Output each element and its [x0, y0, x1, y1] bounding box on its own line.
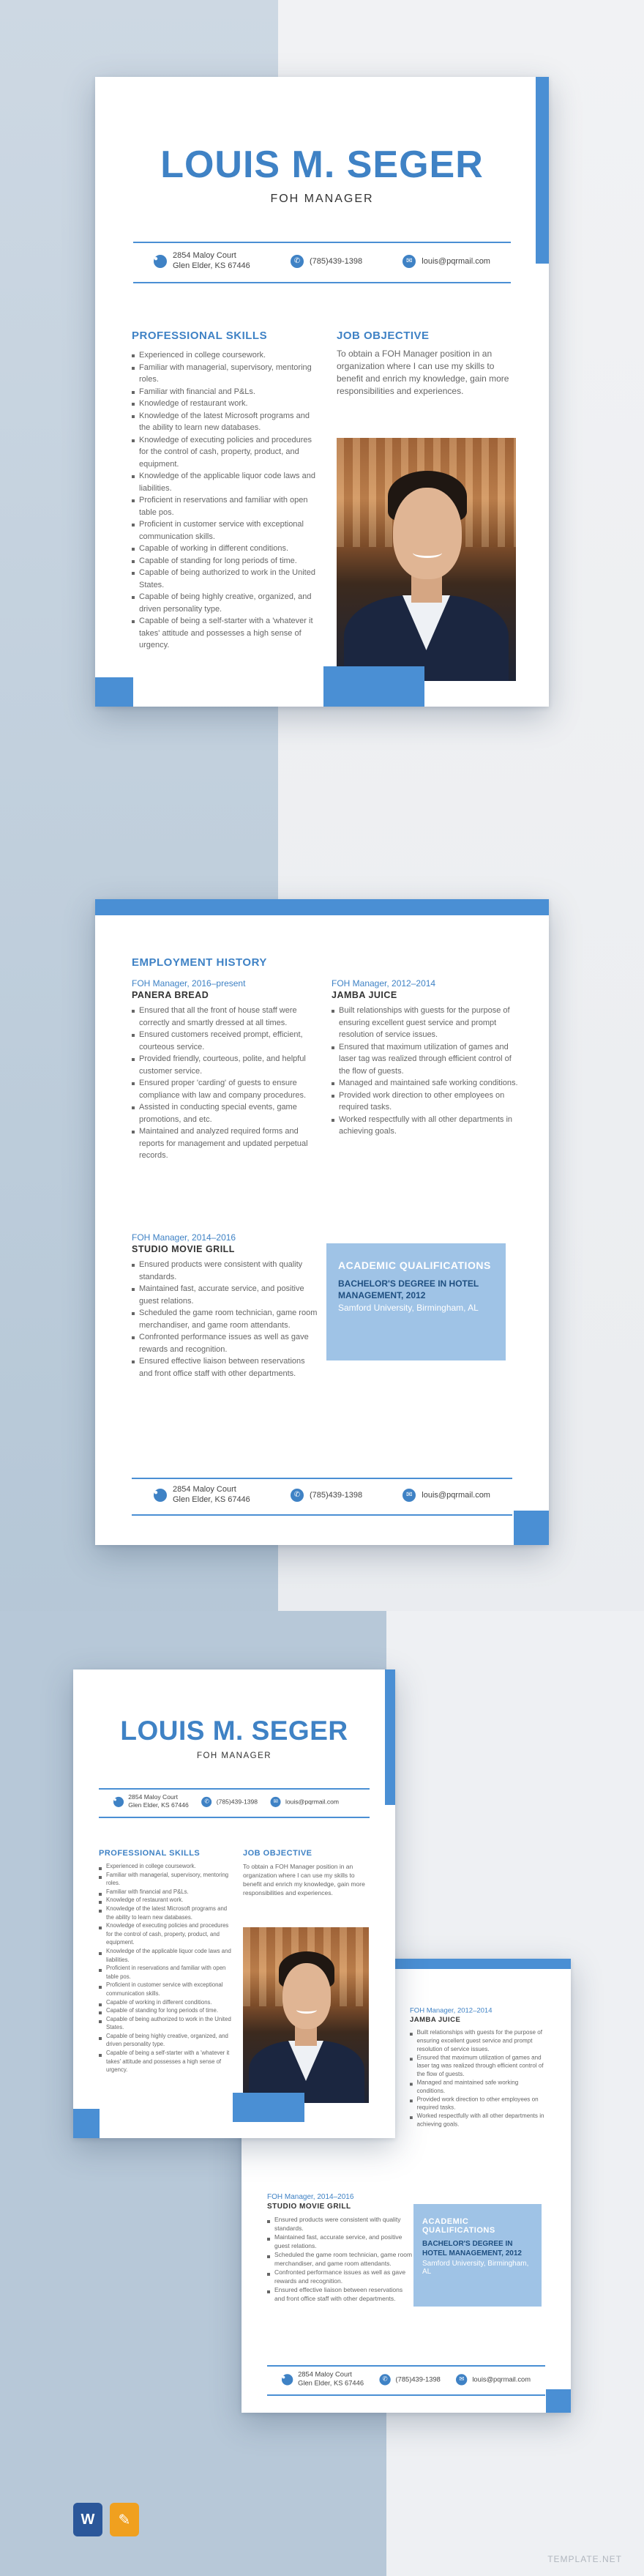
contact-email[interactable]	[456, 2374, 531, 2385]
duty-item: Worked respectfully with all other departments in achieving goals.	[332, 1114, 520, 1138]
contact-phone	[201, 1797, 258, 1807]
job-jamba	[332, 978, 520, 1138]
contact-line-top	[99, 1788, 370, 1790]
skill-item: Capable of being highly creative, organized, and driven personality type.	[99, 2032, 234, 2049]
duty-item: Ensured effective liaison between reservations and front office staff with other departments.	[132, 1355, 321, 1380]
location-pin-icon: ●	[113, 1797, 124, 1807]
duty-item: Provided work direction to other employees on required tasks.	[410, 2095, 545, 2112]
resume-page-1	[95, 77, 549, 707]
duty-item: Managed and maintained safe working conditions.	[410, 2078, 545, 2095]
corner-accent-right	[514, 1511, 549, 1545]
word-app-icon[interactable]: W	[73, 2503, 102, 2536]
duty-item: Ensured effective liaison between reservations and front office staff with other departments.	[267, 2285, 413, 2303]
pages-app-icon[interactable]: ✎	[110, 2503, 139, 2536]
contact-address	[154, 1485, 250, 1505]
phone-text: (785)439-1398	[216, 1798, 258, 1806]
academic-school: Samford University, Birmingham, AL	[422, 2260, 529, 2276]
duty-item: Assisted in conducting special events, game promotions, and etc.	[132, 1101, 321, 1125]
duty-item: Ensured customers received prompt, efficient, courteous service.	[132, 1029, 321, 1053]
job-heading: FOH Manager, 2012–2014	[410, 2007, 493, 2015]
contact-phone	[291, 255, 362, 268]
duty-item: Confronted performance issues as well as gave rewards and recognition.	[132, 1331, 321, 1355]
skill-item: Knowledge of restaurant work.	[99, 1896, 234, 1905]
photo-accent-block	[233, 2093, 304, 2122]
address-line-2: Glen Elder, KS 67446	[173, 1494, 250, 1504]
profile-photo	[337, 438, 516, 681]
academic-box	[326, 1243, 506, 1360]
duty-item: Managed and maintained safe working conditions.	[332, 1077, 520, 1090]
objective-section	[337, 330, 516, 398]
job-company: STUDIO MOVIE GRILL	[267, 2203, 351, 2211]
job-heading: FOH Manager, 2016–present	[132, 978, 246, 989]
skill-item: Capable of being authorized to work in the United States.	[99, 2015, 234, 2032]
job-company: PANERA BREAD	[132, 990, 209, 1000]
template-watermark: TEMPLATE.NET	[547, 2554, 622, 2564]
contact-line-bottom	[267, 2394, 545, 2396]
objective-text: To obtain a FOH Manager position in an organization where I can use my skills to benefit and enrich my knowledge, gain more responsibilities and experiences.	[243, 1863, 365, 1896]
job-jamba	[410, 2007, 545, 2128]
address-line-1: 2854 Maloy Court	[298, 2371, 352, 2379]
address-line-1: 2854 Maloy Court	[173, 251, 236, 260]
phone-text: (785)439-1398	[395, 2375, 441, 2383]
duty-item: Maintained and analyzed required forms and reports for management and updated perpetual records.	[132, 1125, 321, 1162]
contact-line-bottom	[99, 1817, 370, 1818]
address-line-2: Glen Elder, KS 67446	[298, 2379, 364, 2387]
duty-item: Ensured that maximum utilization of games and laser tag was realized through efficient control of the flow of guests.	[410, 2053, 545, 2078]
contact-line-bottom	[132, 1514, 512, 1516]
email-icon: ✉	[402, 255, 416, 268]
corner-accent-left	[95, 677, 133, 707]
objective-title: JOB OBJECTIVE	[337, 330, 430, 342]
academic-school: Samford University, Birmingham, AL	[338, 1303, 479, 1314]
contact-phone	[379, 2374, 440, 2385]
objective-text: To obtain a FOH Manager position in an organization where I can use my skills to benefit and enrich my knowledge, gain more responsibilities and experiences.	[337, 349, 509, 396]
corner-accent-right	[546, 2389, 571, 2413]
job-company: JAMBA JUICE	[332, 990, 397, 1000]
job-duties	[410, 2028, 545, 2129]
resume-name: LOUIS M. SEGER	[120, 1716, 348, 1746]
phone-icon: ✆	[379, 2374, 390, 2385]
skill-item: Knowledge of the latest Microsoft programs and the ability to learn new databases.	[132, 410, 318, 434]
contact-address	[282, 2371, 364, 2388]
contact-row	[154, 1485, 490, 1505]
duty-item: Confronted performance issues as well as gave rewards and recognition.	[267, 2268, 413, 2285]
skills-list	[99, 1862, 234, 2074]
duty-item: Built relationships with guests for the purpose of ensuring excellent guest service and prompt resolution of service issues.	[410, 2028, 545, 2053]
skill-item: Familiar with managerial, supervisory, mentoring roles.	[99, 1871, 234, 1888]
skill-item: Familiar with financial and P&Ls.	[132, 386, 318, 398]
employment-title: EMPLOYMENT HISTORY	[132, 956, 267, 969]
skill-item: Proficient in reservations and familiar with open table pos.	[132, 494, 318, 518]
job-duties	[332, 1005, 520, 1138]
academic-title: ACADEMIC QUALIFICATIONS	[338, 1259, 491, 1271]
skill-item: Knowledge of executing policies and procedures for the control of cash, property, product, and equipment.	[99, 1921, 234, 1947]
location-pin-icon: ●	[282, 2374, 293, 2385]
skill-item: Familiar with financial and P&Ls.	[99, 1888, 234, 1896]
skill-item: Knowledge of the latest Microsoft programs and the ability to learn new databases.	[99, 1905, 234, 1921]
profile-photo	[243, 1927, 369, 2103]
academic-box	[413, 2204, 542, 2307]
contact-phone	[291, 1489, 362, 1502]
skill-item: Capable of standing for long periods of time.	[132, 555, 318, 567]
email-text[interactable]: louis@pqrmail.com	[422, 1490, 490, 1500]
skill-item: Capable of being a self-starter with a 'whatever it takes' attitude and possesses a high sense of urgency.	[132, 615, 318, 652]
phone-icon: ✆	[201, 1797, 211, 1807]
photo-accent-block	[323, 666, 424, 707]
duty-item: Ensured that all the front of house staff were correctly and smartly dressed at all times.	[132, 1005, 321, 1029]
email-text[interactable]: louis@pqrmail.com	[472, 2375, 531, 2383]
phone-text: (785)439-1398	[309, 1490, 363, 1500]
skills-section	[99, 1849, 234, 2074]
address-line-2: Glen Elder, KS 67446	[128, 1801, 189, 1809]
skill-item: Familiar with managerial, supervisory, mentoring roles.	[132, 362, 318, 386]
skill-item: Proficient in customer service with exceptional communication skills.	[132, 518, 318, 543]
resume-name: LOUIS M. SEGER	[160, 144, 484, 186]
mockup-page-1	[73, 1669, 395, 2138]
academic-degree: BACHELOR'S DEGREE IN HOTEL MANAGEMENT, 2012	[338, 1278, 479, 1300]
phone-text: (785)439-1398	[309, 256, 363, 266]
contact-email[interactable]	[402, 1489, 490, 1502]
location-pin-icon: ●	[154, 1489, 167, 1502]
contact-address	[113, 1794, 189, 1809]
contact-row	[154, 251, 490, 272]
contact-address	[154, 251, 250, 272]
skills-title: PROFESSIONAL SKILLS	[132, 330, 268, 342]
skill-item: Proficient in customer service with exceptional communication skills.	[99, 1981, 234, 1998]
job-heading: FOH Manager, 2014–2016	[132, 1232, 236, 1243]
duty-item: Worked respectfully with all other departments in achieving goals.	[410, 2112, 545, 2129]
job-heading: FOH Manager, 2014–2016	[267, 2193, 354, 2201]
duty-item: Ensured products were consistent with quality standards.	[132, 1259, 321, 1283]
skill-item: Knowledge of executing policies and procedures for the control of cash, property, product, and equipment.	[132, 434, 318, 471]
contact-row	[282, 2371, 531, 2388]
duty-item: Provided work direction to other employees on required tasks.	[332, 1090, 520, 1114]
email-icon: ✉	[456, 2374, 467, 2385]
objective-section	[243, 1849, 371, 1897]
skill-item: Capable of working in different conditions.	[99, 1998, 234, 2007]
job-studio	[267, 2193, 413, 2303]
skill-item: Experienced in college coursework.	[99, 1862, 234, 1871]
phone-icon: ✆	[291, 1489, 304, 1502]
contact-line-top	[267, 2365, 545, 2367]
job-panera	[132, 978, 321, 1162]
phone-icon: ✆	[291, 255, 304, 268]
duty-item: Ensured proper 'carding' of guests to ensure compliance with law and company procedures.	[132, 1077, 321, 1101]
skill-item: Capable of being highly creative, organized, and driven personality type.	[132, 591, 318, 615]
job-company: STUDIO MOVIE GRILL	[132, 1244, 235, 1254]
skill-item: Capable of standing for long periods of time.	[99, 2006, 234, 2015]
job-studio	[132, 1232, 321, 1380]
corner-accent-left	[73, 2109, 100, 2138]
skill-item: Knowledge of the applicable liquor code laws and liabilities.	[132, 470, 318, 494]
email-icon: ✉	[271, 1797, 281, 1807]
contact-line-top	[132, 1478, 512, 1479]
skills-list	[132, 349, 318, 652]
academic-degree: BACHELOR'S DEGREE IN HOTEL MANAGEMENT, 2012	[422, 2240, 522, 2257]
skill-item: Knowledge of restaurant work.	[132, 398, 318, 410]
skill-item: Capable of being a self-starter with a 'whatever it takes' attitude and possesses a high sense of urgency.	[99, 2049, 234, 2074]
skills-title: PROFESSIONAL SKILLS	[99, 1849, 201, 1858]
address-line-2: Glen Elder, KS 67446	[173, 261, 250, 270]
duty-item: Scheduled the game room technician, game room merchandiser, and game room attendants.	[132, 1307, 321, 1331]
objective-title: JOB OBJECTIVE	[243, 1849, 312, 1858]
job-duties	[267, 2215, 413, 2303]
skill-item: Proficient in reservations and familiar with open table pos.	[99, 1964, 234, 1981]
location-pin-icon: ●	[154, 255, 167, 268]
skills-section	[132, 330, 318, 652]
contact-row	[113, 1794, 339, 1809]
skill-item: Knowledge of the applicable liquor code laws and liabilities.	[99, 1947, 234, 1964]
job-company: JAMBA JUICE	[410, 2016, 461, 2024]
skill-item: Capable of being authorized to work in the United States.	[132, 567, 318, 591]
duty-item: Maintained fast, accurate service, and positive guest relations.	[267, 2233, 413, 2250]
job-duties	[132, 1259, 321, 1380]
academic-title: ACADEMIC QUALIFICATIONS	[422, 2217, 495, 2235]
skill-item: Capable of working in different conditions.	[132, 543, 318, 555]
resume-role: FOH MANAGER	[270, 193, 374, 205]
duty-item: Provided friendly, courteous, polite, and helpful customer service.	[132, 1053, 321, 1077]
resume-role: FOH MANAGER	[196, 1752, 272, 1760]
email-text[interactable]: louis@pqrmail.com	[285, 1798, 340, 1806]
resume-page-2	[95, 899, 549, 1545]
top-accent-bar	[95, 899, 549, 915]
job-duties	[132, 1005, 321, 1162]
address-line-1: 2854 Maloy Court	[173, 1485, 236, 1494]
address-line-1: 2854 Maloy Court	[128, 1794, 179, 1801]
duty-item: Ensured products were consistent with quality standards.	[267, 2215, 413, 2233]
contact-line-top	[133, 242, 511, 243]
duty-item: Maintained fast, accurate service, and positive guest relations.	[132, 1283, 321, 1307]
duty-item: Scheduled the game room technician, game room merchandiser, and game room attendants.	[267, 2250, 413, 2268]
job-heading: FOH Manager, 2012–2014	[332, 978, 436, 989]
email-text[interactable]: louis@pqrmail.com	[422, 256, 490, 266]
contact-line-bottom	[133, 282, 511, 283]
skill-item: Experienced in college coursework.	[132, 349, 318, 362]
contact-email[interactable]	[271, 1797, 339, 1807]
contact-email[interactable]	[402, 255, 490, 268]
duty-item: Built relationships with guests for the purpose of ensuring excellent guest service and prompt resolution of service issues.	[332, 1005, 520, 1041]
duty-item: Ensured that maximum utilization of games and laser tag was realized through efficient control of the flow of guests.	[332, 1041, 520, 1078]
email-icon: ✉	[402, 1489, 416, 1502]
